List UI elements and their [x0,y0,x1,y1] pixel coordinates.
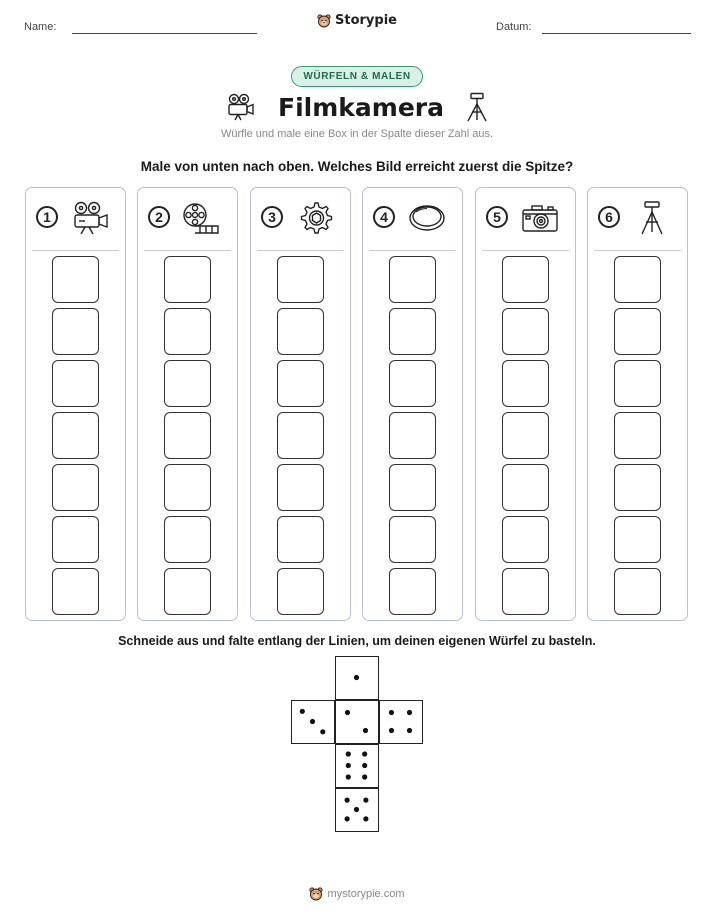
column-number: 5 [486,206,508,228]
category-badge-text: WÜRFELN & MALEN [291,66,422,87]
color-box[interactable] [502,568,549,615]
column-header [138,188,237,250]
category-badge [0,66,714,87]
color-box[interactable] [502,516,549,563]
dice-column-4 [362,187,463,621]
footer-url: mystorypie.com [327,888,405,900]
dice-column-5 [475,187,576,621]
column-divider [482,250,569,251]
column-number: 4 [373,206,395,228]
color-box[interactable] [277,464,324,511]
column-divider [32,250,119,251]
bear-logo-icon [309,887,323,901]
color-box[interactable] [52,412,99,459]
color-box[interactable] [389,464,436,511]
column-divider [144,250,231,251]
movie-camera-icon [226,93,256,121]
dice-face-3 [291,700,335,744]
column-divider [257,250,344,251]
date-label: Datum: [496,21,532,33]
color-box[interactable] [389,256,436,303]
name-label: Name: [24,21,57,33]
color-box[interactable] [277,516,324,563]
column-divider [594,250,681,251]
color-box[interactable] [614,464,661,511]
color-box[interactable] [389,308,436,355]
color-box[interactable] [502,464,549,511]
color-box[interactable] [389,568,436,615]
gear-icon [295,200,335,241]
color-box[interactable] [277,412,324,459]
dice-face-4 [379,700,423,744]
lens-icon [407,200,447,241]
tripod-icon [632,200,672,241]
subtitle: Würfle und male eine Box in der Spalte dieser Zahl aus. [220,128,494,140]
color-box[interactable] [52,308,99,355]
movie-camera-icon [70,200,110,241]
logo [0,13,714,33]
color-box[interactable] [164,256,211,303]
column-number: 6 [598,206,620,228]
dice-column-2 [137,187,238,621]
color-box[interactable] [52,256,99,303]
page-title: Filmkamera [278,92,444,122]
dice-face-5 [335,788,379,832]
footer [0,887,714,906]
dice-column-3 [250,187,351,621]
color-box[interactable] [164,568,211,615]
color-box[interactable] [277,360,324,407]
date-line [542,33,691,34]
color-box[interactable] [502,308,549,355]
dice-column-1 [25,187,126,621]
color-box[interactable] [164,360,211,407]
color-box[interactable] [277,308,324,355]
color-box[interactable] [164,308,211,355]
color-box[interactable] [502,412,549,459]
color-box[interactable] [52,360,99,407]
column-number: 1 [36,206,58,228]
column-header [476,188,575,250]
column-divider [369,250,456,251]
logo-text: Storypie [335,13,397,28]
title-row [0,92,714,122]
color-box[interactable] [277,256,324,303]
color-box[interactable] [614,568,661,615]
color-box[interactable] [52,568,99,615]
color-box[interactable] [614,516,661,563]
color-box[interactable] [164,464,211,511]
color-box[interactable] [389,516,436,563]
film-reel-icon [182,200,222,241]
color-box[interactable] [164,412,211,459]
color-box[interactable] [389,360,436,407]
dice-face-2 [335,700,379,744]
column-header [26,188,125,250]
column-header [363,188,462,250]
color-box[interactable] [502,256,549,303]
dice-face-6 [335,744,379,788]
bear-logo-icon [317,14,331,28]
color-box[interactable] [164,516,211,563]
color-box[interactable] [52,464,99,511]
column-number: 2 [148,206,170,228]
cut-instruction: Schneide aus und falte entlang der Linien, um deinen eigenen Würfel zu basteln. [118,634,596,648]
color-box[interactable] [614,308,661,355]
tripod-icon [466,92,488,122]
color-box[interactable] [614,256,661,303]
color-box[interactable] [502,360,549,407]
color-box[interactable] [389,412,436,459]
color-box[interactable] [277,568,324,615]
column-header [251,188,350,250]
name-line [72,33,257,34]
color-box[interactable] [52,516,99,563]
dice-face-1 [335,656,379,700]
instruction: Male von unten nach oben. Welches Bild erreicht zuerst die Spitze? [140,159,574,174]
column-number: 3 [261,206,283,228]
dice-column-6 [587,187,688,621]
color-box[interactable] [614,360,661,407]
color-box[interactable] [614,412,661,459]
column-header [588,188,687,250]
photo-camera-icon [520,200,560,241]
